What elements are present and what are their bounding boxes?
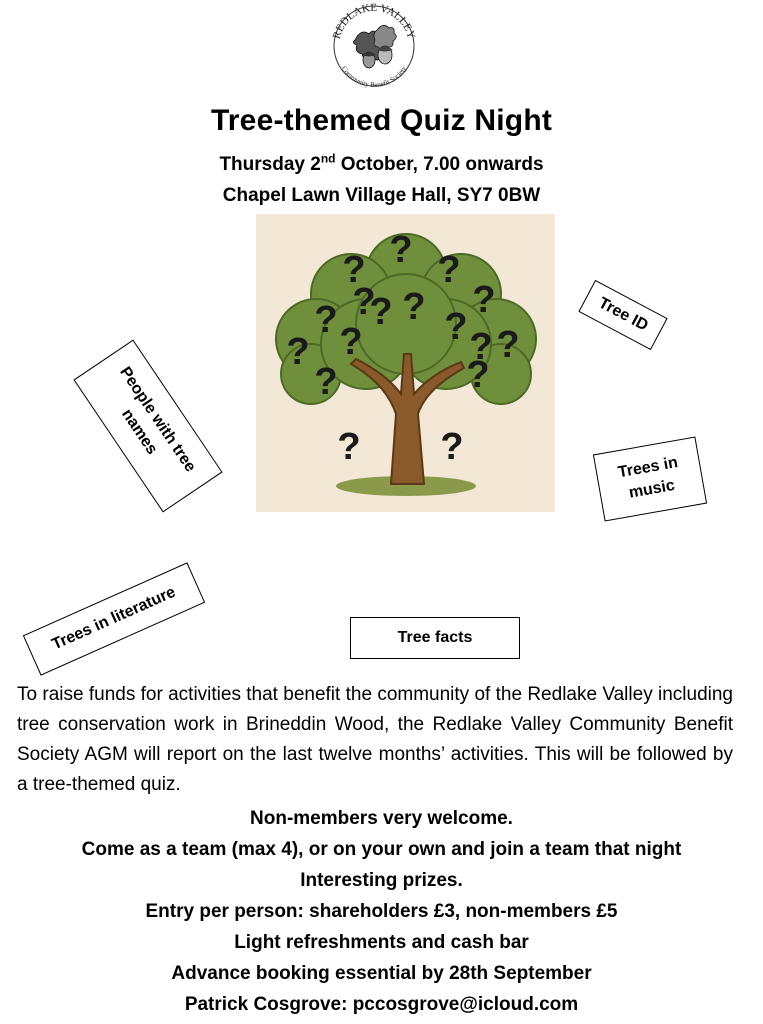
question-mark: ? — [496, 324, 520, 366]
question-mark: ? — [369, 291, 393, 333]
svg-text:Community Benefit Society — [340, 64, 408, 88]
detail-team-info: Come as a team (max 4), or on your own and join a team that night — [81, 839, 682, 860]
question-mark: ? — [444, 306, 468, 348]
topic-tree-facts: Tree facts — [350, 617, 520, 659]
event-date-day: Thursday 2 — [219, 154, 321, 175]
event-date-suffix: nd — [320, 151, 336, 166]
detail-non-members: Non-members very welcome. — [250, 808, 513, 829]
event-date — [0, 151, 763, 176]
question-mark: ? — [389, 229, 413, 271]
topic-trees-in-music: Trees in music — [593, 436, 707, 521]
detail-booking-deadline: Advance booking essential by 28th September — [171, 963, 592, 984]
topic-trees-in-literature: Trees in literature — [23, 562, 205, 675]
event-description: To raise funds for activities that benefit the community of the Redlake Valley including tree conservation work in Brineddin Wood, the Redlake Valley Community Benefit Society AGM will report on the last twelve months’ activities. This will be followed by a tree-themed quiz. — [17, 684, 733, 795]
question-mark: ? — [469, 326, 493, 368]
question-mark: ? — [352, 281, 376, 323]
topic-tree-id: Tree ID — [578, 280, 667, 350]
question-mark: ? — [314, 361, 338, 403]
question-mark: ? — [466, 354, 490, 396]
question-tree-icon — [256, 214, 555, 512]
question-tree-illustration — [256, 214, 555, 512]
question-mark: ? — [437, 249, 461, 291]
detail-contact: Patrick Cosgrove: pccosgrove@icloud.com — [184, 994, 579, 1015]
event-date-rest: October, 7.00 onwards — [335, 154, 544, 175]
detail-entry-price: Entry per person: shareholders £3, non-members £5 — [145, 901, 618, 922]
question-mark: ? — [339, 321, 363, 363]
logo-bottom-text: Community Benefit Society — [339, 64, 409, 88]
detail-refreshments: Light refreshments and cash bar — [234, 932, 529, 953]
oak-leaf-acorn-icon — [325, 0, 423, 88]
question-mark: ? — [402, 286, 426, 328]
question-mark: ? — [286, 331, 310, 373]
question-mark: ? — [342, 249, 366, 291]
question-mark: ? — [337, 426, 361, 468]
event-title: Tree-themed Quiz Night — [210, 104, 553, 137]
detail-prizes: Interesting prizes. — [300, 870, 463, 891]
question-mark: ? — [472, 279, 496, 321]
logo-top-text: REDLAKE VALLEY — [330, 1, 418, 41]
event-venue: Chapel Lawn Village Hall, SY7 0BW — [222, 185, 541, 206]
question-mark: ? — [440, 426, 464, 468]
topic-people-with-tree-names: People with tree names — [73, 340, 222, 513]
question-mark: ? — [314, 299, 338, 341]
society-logo — [325, 0, 423, 88]
